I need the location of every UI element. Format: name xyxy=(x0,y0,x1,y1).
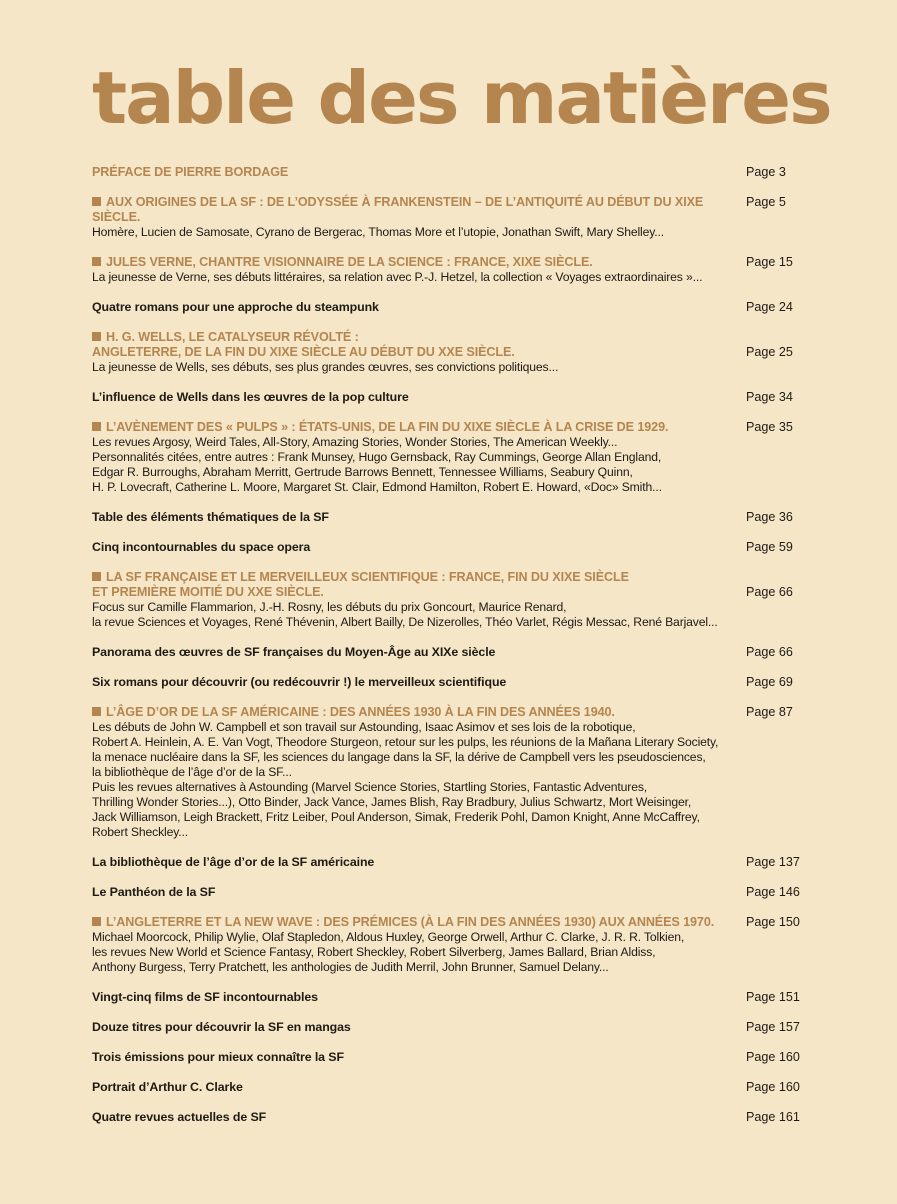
page-number: Page 66 xyxy=(746,585,793,599)
page-number: Page 150 xyxy=(746,915,800,929)
heading-text: Douze titres pour découvrir la SF en mangas xyxy=(92,1020,351,1034)
heading-text: L’AVÈNEMENT DES « PULPS » : ÉTATS-UNIS, DE LA FIN DU XIXE SIÈCLE À LA CRISE DE 1929. xyxy=(106,420,669,434)
page-number: Page 15 xyxy=(746,255,793,269)
toc-entry[interactable] xyxy=(92,990,812,1005)
entry-heading xyxy=(92,1020,742,1035)
heading-text: H. G. WELLS, LE CATALYSEUR RÉVOLTÉ : ANGLETERRE, DE LA FIN DU XIXE SIÈCLE AU DÉBUT DU XXE SIÈCLE. xyxy=(92,330,515,359)
heading-text: Table des éléments thématiques de la SF xyxy=(92,510,329,524)
entry-description: Les revues Argosy, Weird Tales, All-Story, Amazing Stories, Wonder Stories, The American Weekly... Personnalités citées, entre autres : Frank Munsey, Hugo Gernsback, Ray Cummings, George Allan England, Edgar R. Burroughs, Abraham Merritt, Gertrude Barrows Bennett, Tennessee Williams, Seabury Quinn, H. P. Lovecraft, Catherine L. Moore, Margaret St. Clair, Edmond Hamilton, Robert E. Howard, «Doc» Smith... xyxy=(92,435,662,494)
page-number: Page 151 xyxy=(746,990,800,1004)
section-square-icon xyxy=(92,422,101,431)
section-heading xyxy=(92,195,742,225)
entry-description: La jeunesse de Wells, ses débuts, ses plus grandes œuvres, ses convictions politiques... xyxy=(92,360,559,374)
entry-description: Homère, Lucien de Samosate, Cyrano de Bergerac, Thomas More et l’utopie, Jonathan Swift, Mary Shelley... xyxy=(92,225,664,239)
entry-heading xyxy=(92,675,742,690)
page-number: Page 24 xyxy=(746,300,793,314)
entry-heading xyxy=(92,165,742,180)
heading-text: Cinq incontournables du space opera xyxy=(92,540,311,554)
entry-heading xyxy=(92,390,742,405)
entry-heading xyxy=(92,1080,742,1095)
section-square-icon xyxy=(92,197,101,206)
toc-entry[interactable] xyxy=(92,540,812,555)
toc-entry[interactable] xyxy=(92,1110,812,1125)
page-number: Page 25 xyxy=(746,345,793,359)
toc-entry[interactable] xyxy=(92,705,812,840)
entry-description: Focus sur Camille Flammarion, J.-H. Rosny, les débuts du prix Goncourt, Maurice Renard, la revue Sciences et Voyages, René Thévenin, Albert Bailly, De Nizerolles, Théo Varlet, Régis Messac, René Barjavel... xyxy=(92,600,718,629)
section-square-icon xyxy=(92,572,101,581)
toc-entry[interactable] xyxy=(92,255,812,285)
heading-text: L’ÂGE D’OR DE LA SF AMÉRICAINE : DES ANNÉES 1930 À LA FIN DES ANNÉES 1940. xyxy=(106,705,615,719)
page-number: Page 5 xyxy=(746,195,786,209)
entry-description: La jeunesse de Verne, ses débuts littéraires, sa relation avec P.-J. Hetzel, la collection « Voyages extraordinaires »... xyxy=(92,270,703,284)
page-number: Page 35 xyxy=(746,420,793,434)
heading-text: Quatre romans pour une approche du steampunk xyxy=(92,300,379,314)
section-heading xyxy=(92,420,742,435)
section-square-icon xyxy=(92,707,101,716)
toc-entry[interactable] xyxy=(92,390,812,405)
toc-entry[interactable] xyxy=(92,420,812,495)
page-number: Page 36 xyxy=(746,510,793,524)
section-square-icon xyxy=(92,917,101,926)
toc-entry[interactable] xyxy=(92,330,812,375)
page-number: Page 87 xyxy=(746,705,793,719)
toc-entry[interactable] xyxy=(92,885,812,900)
heading-text: PRÉFACE DE PIERRE BORDAGE xyxy=(92,165,289,179)
toc-entry[interactable] xyxy=(92,645,812,660)
toc-entry[interactable] xyxy=(92,1020,812,1035)
page-number: Page 157 xyxy=(746,1020,800,1034)
toc-entry[interactable] xyxy=(92,165,812,180)
heading-text: Six romans pour découvrir (ou redécouvrir !) le merveilleux scientifique xyxy=(92,675,507,689)
heading-text: L’influence de Wells dans les œuvres de la pop culture xyxy=(92,390,409,404)
toc-entry[interactable] xyxy=(92,195,812,240)
toc-entry[interactable] xyxy=(92,300,812,315)
entry-heading xyxy=(92,300,742,315)
heading-text: JULES VERNE, CHANTRE VISIONNAIRE DE LA SCIENCE : FRANCE, XIXE SIÈCLE. xyxy=(106,255,593,269)
entry-description: Les débuts de John W. Campbell et son travail sur Astounding, Isaac Asimov et ses lois de la robotique, Robert A. Heinlein, A. E. Van Vogt, Theodore Sturgeon, retour sur les pulps, les réunions de la Mañana Literary Society, la menace nucléaire dans la SF, les sciences du langage dans la SF, la dérive de Campbell vers les pseudosciences, la bibliothèque de l’âge d’or de la SF... Puis les revues alternatives à Astounding (Marvel Science Stories, Startling Stories, Fantastic Adventures, Thrilling Wonder Stories...), Otto Binder, Jack Vance, James Blish, Ray Bradbury, Julius Schwartz, Mort Weisinger, Jack Williamson, Leigh Brackett, Fritz Leiber, Poul Anderson, Simak, Frederik Pohl, Damon Knight, Anne McCaffrey, Robert Sheckley... xyxy=(92,720,719,839)
section-heading xyxy=(92,570,742,600)
entry-heading xyxy=(92,990,742,1005)
page-number: Page 34 xyxy=(746,390,793,404)
heading-text: Panorama des œuvres de SF françaises du Moyen-Âge au XIXe siècle xyxy=(92,645,496,659)
section-heading xyxy=(92,330,742,360)
entry-heading xyxy=(92,1110,742,1125)
section-square-icon xyxy=(92,332,101,341)
page-number: Page 69 xyxy=(746,675,793,689)
toc-entry[interactable] xyxy=(92,510,812,525)
section-heading xyxy=(92,915,742,930)
page-number: Page 146 xyxy=(746,885,800,899)
page-title: table des matières xyxy=(92,56,831,140)
entry-heading xyxy=(92,645,742,660)
page-number: Page 160 xyxy=(746,1080,800,1094)
entry-description: Michael Moorcock, Philip Wylie, Olaf Stapledon, Aldous Huxley, George Orwell, Arthur C. Clarke, J. R. R. Tolkien, les revues New World et Science Fantasy, Robert Sheckley, Robert Silverberg, James Ballard, Brian Aldiss, Anthony Burgess, Terry Pratchett, les anthologies de Judith Merril, John Brunner, Samuel Delany... xyxy=(92,930,685,974)
heading-text: LA SF FRANÇAISE ET LE MERVEILLEUX SCIENTIFIQUE : FRANCE, FIN DU XIXE SIÈCLE ET PREMIÈRE MOITIÉ DU XXE SIÈCLE. xyxy=(92,570,629,599)
heading-text: Quatre revues actuelles de SF xyxy=(92,1110,267,1124)
toc-list xyxy=(92,165,812,1140)
entry-heading xyxy=(92,540,742,555)
toc-entry[interactable] xyxy=(92,1050,812,1065)
toc-entry[interactable] xyxy=(92,1080,812,1095)
heading-text: La bibliothèque de l’âge d’or de la SF américaine xyxy=(92,855,375,869)
entry-heading xyxy=(92,1050,742,1065)
page-number: Page 161 xyxy=(746,1110,800,1124)
entry-heading xyxy=(92,885,742,900)
section-heading xyxy=(92,705,742,720)
section-square-icon xyxy=(92,257,101,266)
heading-text: L’ANGLETERRE ET LA NEW WAVE : DES PRÉMICES (À LA FIN DES ANNÉES 1930) AUX ANNÉES 1970. xyxy=(106,915,715,929)
page-number: Page 160 xyxy=(746,1050,800,1064)
toc-entry[interactable] xyxy=(92,675,812,690)
heading-text: AUX ORIGINES DE LA SF : DE L’ODYSSÉE À FRANKENSTEIN – DE L’ANTIQUITÉ AU DÉBUT DU XIXE SIÈCLE. xyxy=(92,195,704,224)
page-number: Page 66 xyxy=(746,645,793,659)
heading-text: Le Panthéon de la SF xyxy=(92,885,216,899)
heading-text: Vingt-cinq films de SF incontournables xyxy=(92,990,318,1004)
heading-text: Portrait d’Arthur C. Clarke xyxy=(92,1080,243,1094)
toc-entry[interactable] xyxy=(92,915,812,975)
entry-heading xyxy=(92,855,742,870)
page-number: Page 59 xyxy=(746,540,793,554)
toc-entry[interactable] xyxy=(92,570,812,630)
toc-entry[interactable] xyxy=(92,855,812,870)
page-number: Page 137 xyxy=(746,855,800,869)
heading-text: Trois émissions pour mieux connaître la SF xyxy=(92,1050,344,1064)
entry-heading xyxy=(92,510,742,525)
page-number: Page 3 xyxy=(746,165,786,179)
section-heading xyxy=(92,255,742,270)
